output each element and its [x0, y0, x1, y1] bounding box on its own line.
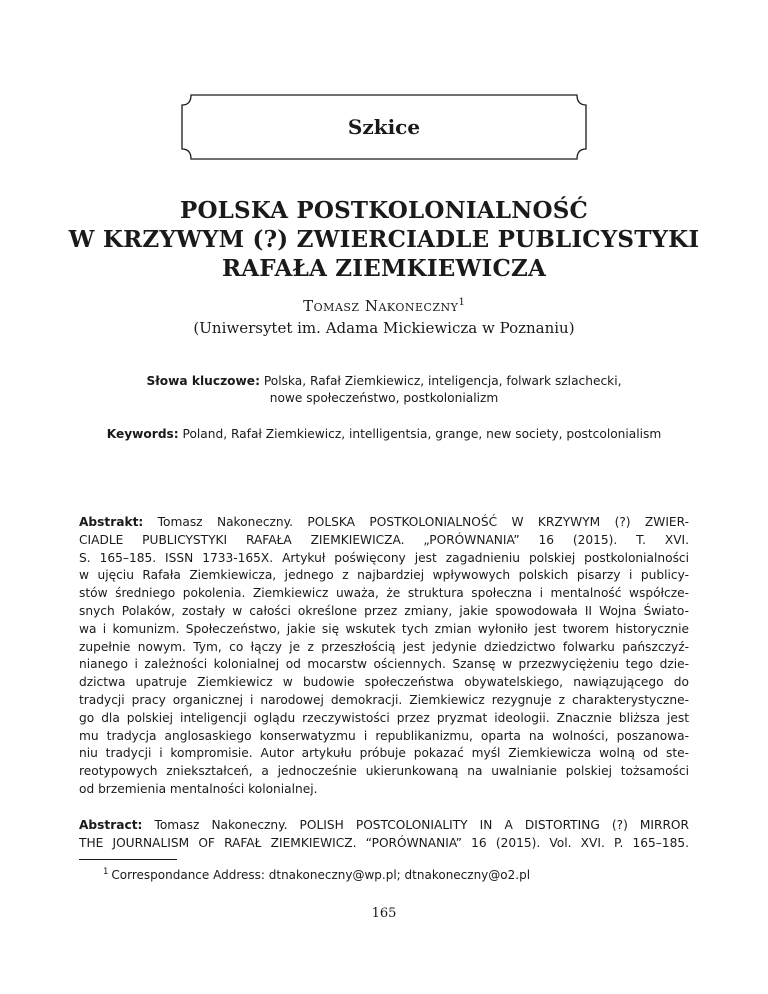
abstract-polish-label: Abstrakt: [79, 515, 144, 529]
abstract-line: reotypowych zniekształceń, a jednocześnie ukierunkowaną na uwalnianie polskiej tożsamości [79, 764, 689, 779]
author-block [60, 292, 708, 339]
article-title [60, 196, 708, 283]
abstract-line: nianego i zależności kolonialnej od mocarstw ościennych. Szansę w przezwyciężeniu tego dzie- [79, 657, 689, 672]
abstract-line: mu tradycja anglosaskiego konserwatyzmu i republikanizmu, oparta na wolności, poszanowa- [79, 728, 689, 743]
title-line: POLSKA POSTKOLONIALNOŚĆ [179, 197, 589, 224]
title-line: RAFAŁA ZIEMKIEWICZA [221, 255, 547, 282]
abstract-line: niu tradycji i kompromisie. Autor artykułu próbuje pokazać myśl Ziemkiewicza wolną od ste- [79, 746, 689, 761]
abstract-line: stów średniego pokolenia. Ziemkiewicz uważa, że struktura społeczna i mentalność współcze- [79, 586, 689, 601]
abstract-line: od brzemienia mentalności kolonialnej. [79, 781, 318, 796]
abstract-line: THE JOURNALISM OF RAFAŁ ZIEMKIEWICZ. “PORÓWNANIA” 16 (2015). Vol. XVI. P. 165–185. [79, 835, 689, 850]
section-label: Szkice [347, 115, 421, 139]
abstract-line: CIADLE PUBLICYSTYKI RAFAŁA ZIEMKIEWICZA. „PORÓWNANIA” 16 (2015). T. XVI. [79, 532, 689, 547]
footnote-mark: 1 [103, 867, 109, 877]
abstract-line: dzictwa upatruje Ziemkiewicz w budowie społeczeństwa obywatelskiego, nawiązującego do [79, 675, 689, 690]
keywords-polish [60, 373, 708, 407]
abstract-polish [79, 514, 689, 799]
keywords-english-text: Poland, Rafał Ziemkiewicz, intelligentsia, grange, new society, postcolonialism [178, 427, 662, 441]
abstract-line: Tomasz Nakoneczny. POLISH POSTCOLONIALITY IN A DISTORTING (?) MIRROR [142, 818, 689, 832]
abstract-line: go dla polskiej inteligencji oglądu rzeczywistości przez pryzmat ideologii. Znacznie bliższa jest [79, 710, 689, 725]
abstract-line: wa i komunizm. Społeczeństwo, jakie się wskutek tych zmian wyłoniło jest tworem historycznie [79, 621, 689, 636]
abstract-line: snych Polaków, zostały w całości określone przez zmiany, jakie spowodowała II Wojna Świato- [79, 603, 689, 618]
author-name: Tomasz Nakoneczny [303, 297, 459, 315]
section-header-box [181, 94, 587, 160]
abstract-english-label: Abstract: [79, 818, 143, 832]
keywords-english-label: Keywords: [106, 427, 179, 441]
keywords-polish-text: nowe społeczeństwo, postkolonializm [269, 391, 499, 405]
author-affiliation: (Uniwersytet im. Adama Mickiewicza w Poznaniu) [193, 319, 575, 337]
abstract-english [79, 817, 689, 853]
abstract-line: w ujęciu Rafała Ziemkiewicza, jednego z najbardziej wpływowych polskich pisarzy i publicy- [79, 568, 689, 583]
author-footnote-mark: 1 [458, 297, 465, 308]
keywords-english [60, 426, 708, 443]
footnote-text: Correspondance Address: dtnakoneczny@wp.pl; dtnakoneczny@o2.pl [111, 868, 531, 882]
abstract-line: tradycji pracy organicznej i narodowej demokracji. Ziemkiewicz rezygnuje z charakterystyczne- [79, 692, 689, 707]
page-number: 165 [371, 906, 397, 921]
keywords-polish-label: Słowa kluczowe: [146, 374, 260, 388]
title-line: W KRZYWYM (?) ZWIERCIADLE PUBLICYSTYKI [68, 226, 700, 253]
keywords-polish-text: Polska, Rafał Ziemkiewicz, inteligencja, folwark szlachecki, [259, 374, 622, 388]
footnote-divider [79, 859, 177, 860]
abstract-line: S. 165–185. ISSN 1733-165X. Artykuł poświęcony jest zagadnieniu polskiej postkolonialności [79, 550, 689, 565]
abstract-line: zupełnie nowym. Tym, co łączy je z przeszłością jest jedynie dziedzictwo folwarku pańszczyź- [79, 639, 689, 654]
footnote [103, 864, 703, 884]
abstract-line: Tomasz Nakoneczny. POLSKA POSTKOLONIALNOŚĆ W KRZYWYM (?) ZWIER- [143, 515, 689, 529]
